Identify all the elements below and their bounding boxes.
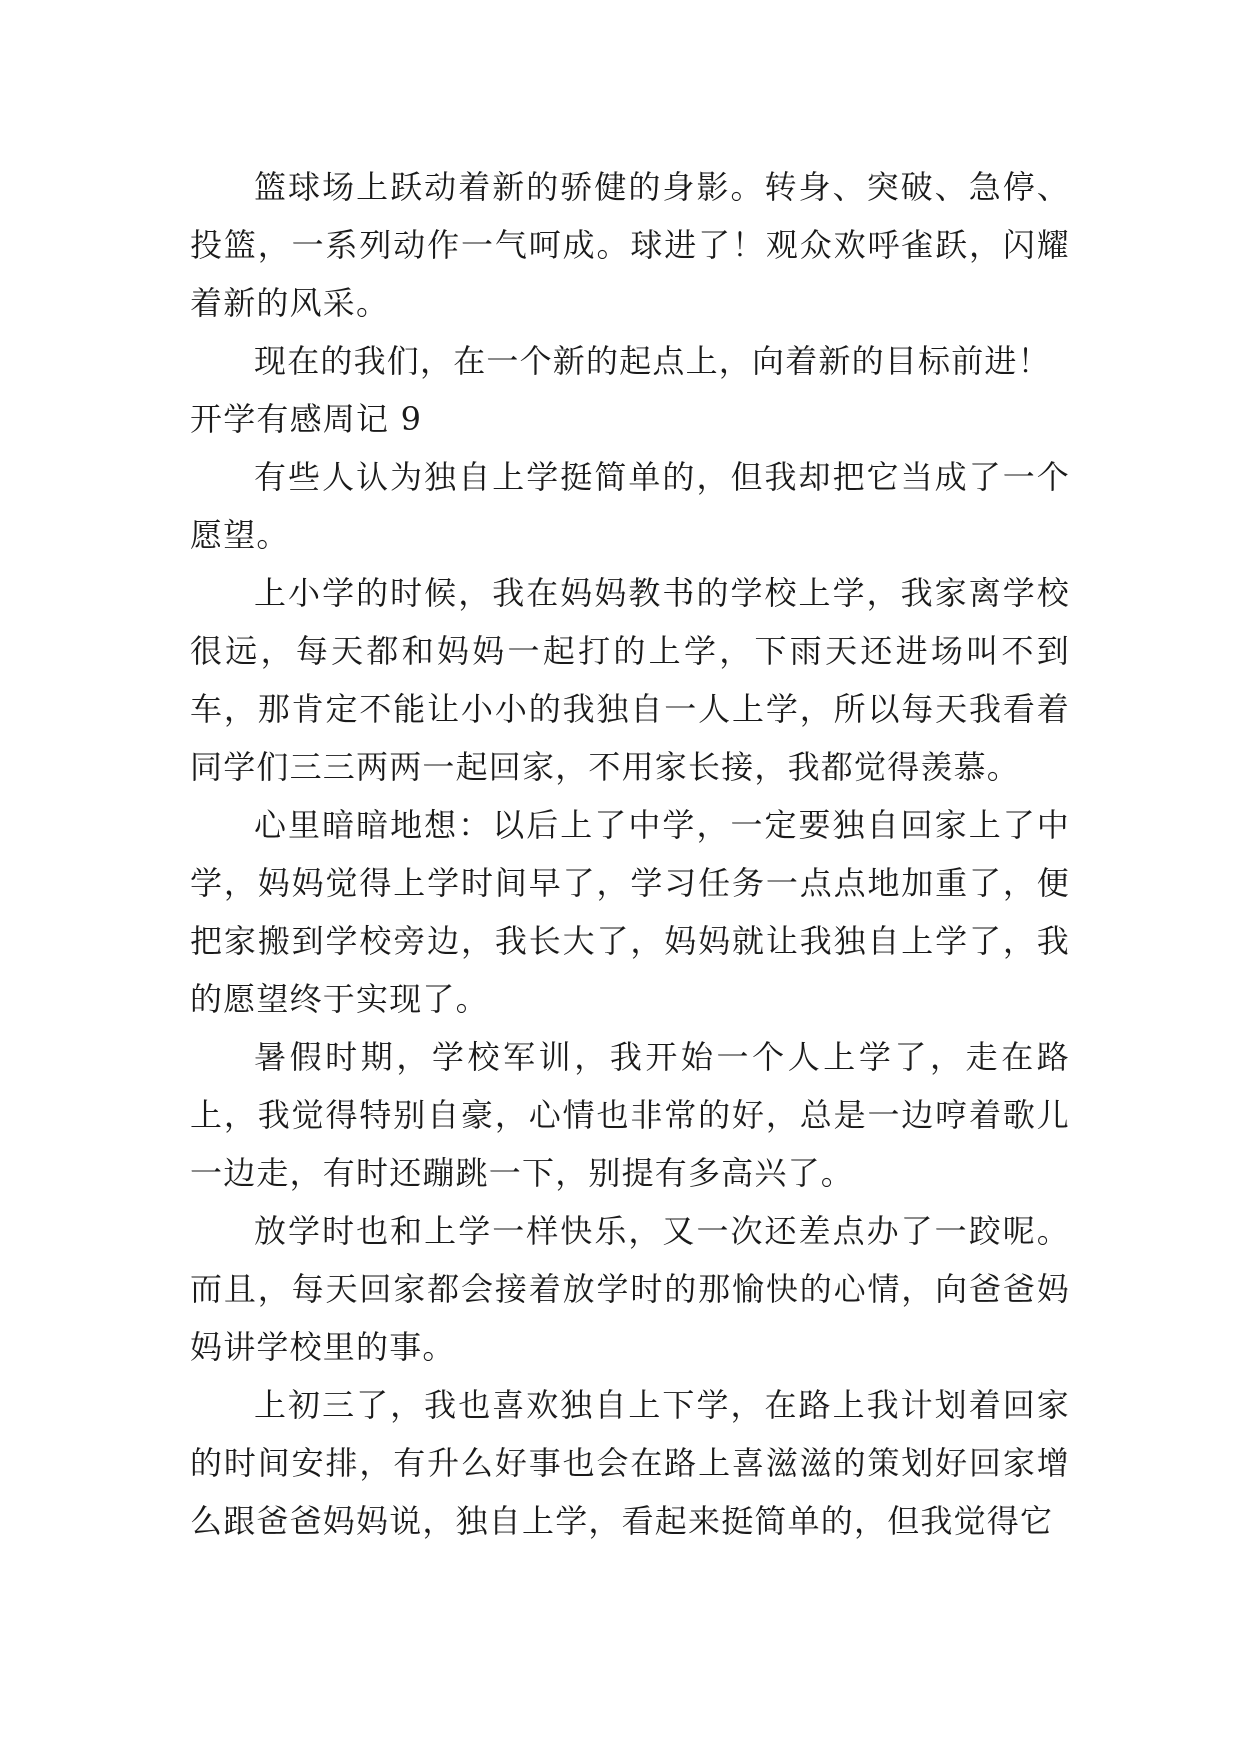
- paragraph-basketball: 篮球场上跃动着新的骄健的身影。转身、突破、急停、投篮，一系列动作一气呵成。球进了！观众欢呼雀跃，闪耀着新的风采。: [190, 168, 1070, 322]
- paragraph-grade-nine: 上初三了，我也喜欢独自上下学，在路上我计划着回家的时间安排，有升么好事也会在路上喜滋滋的策划好回家增么跟爸爸妈妈说，独自上学，看起来挺简单的，但我觉得它: [190, 1386, 1070, 1540]
- section-heading: 开学有感周记 9: [190, 400, 423, 438]
- paragraph-after-school: 放学时也和上学一样快乐，又一次还差点办了一跤呢。而且，每天回家都会接着放学时的那愉快的心情，向爸爸妈妈讲学校里的事。: [190, 1212, 1070, 1366]
- paragraph-wish: 有些人认为独自上学挺简单的，但我却把它当成了一个愿望。: [190, 458, 1070, 554]
- paragraph-summer: 暑假时期，学校军训，我开始一个人上学了，走在路上，我觉得特别自豪，心情也非常的好，总是一边哼着歌儿一边走，有时还蹦跳一下，别提有多高兴了。: [190, 1038, 1070, 1192]
- paragraph-middle-school: 心里暗暗地想：以后上了中学，一定要独自回家上了中学，妈妈觉得上学时间早了，学习任务一点点地加重了，便把家搬到学校旁边，我长大了，妈妈就让我独自上学了，我的愿望终于实现了。: [190, 806, 1070, 1018]
- paragraph-new-start: 现在的我们，在一个新的起点上，向着新的目标前进！: [254, 342, 1051, 380]
- document-page: [190, 158, 1070, 1550]
- paragraph-primary-school: 上小学的时候，我在妈妈教书的学校上学，我家离学校很远，每天都和妈妈一起打的上学，下雨天还进场叫不到车，那肯定不能让小小的我独自一人上学，所以每天我看着同学们三三两两一起回家，不用家长接，我都觉得羡慕。: [190, 574, 1070, 786]
